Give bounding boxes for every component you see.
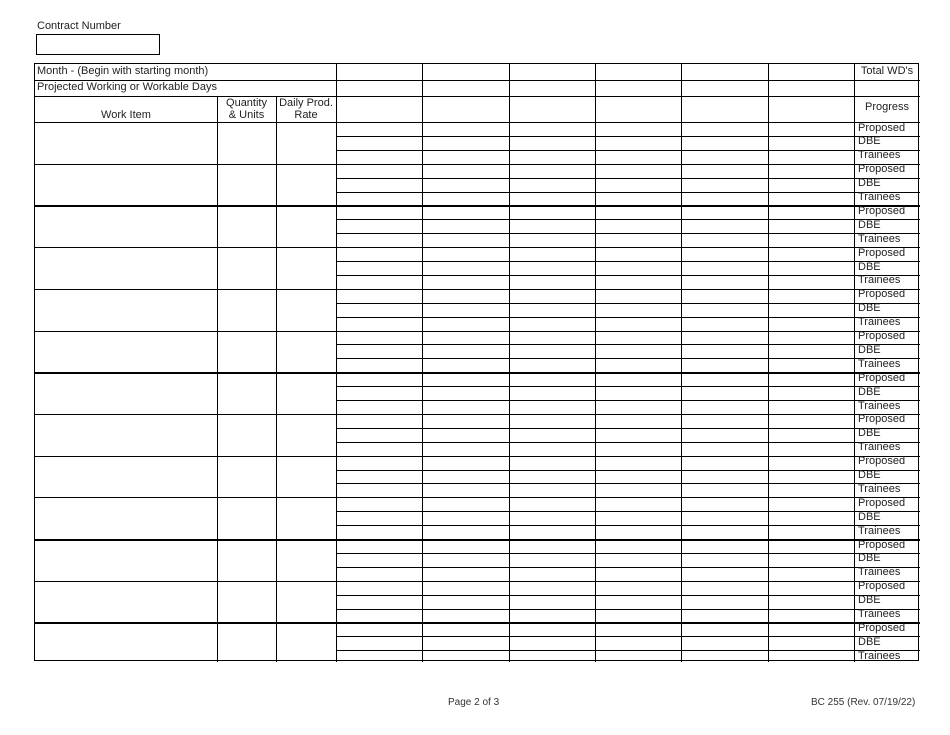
sub-label-dbe: DBE bbox=[858, 302, 881, 315]
daily-rate-header: Daily Prod. bbox=[279, 97, 333, 109]
work-item-cell[interactable] bbox=[36, 165, 216, 205]
sub-label-dbe: DBE bbox=[858, 594, 881, 607]
sub-label-trainees: Trainees bbox=[858, 441, 901, 454]
grid-line bbox=[336, 192, 920, 193]
progress-header: Progress bbox=[864, 101, 910, 113]
grid-line bbox=[336, 609, 920, 610]
sub-label-dbe: DBE bbox=[858, 343, 881, 356]
work-item-cell[interactable] bbox=[36, 582, 216, 622]
grid-line bbox=[336, 358, 920, 359]
grid-line bbox=[336, 275, 920, 276]
daily-rate-cell[interactable] bbox=[277, 415, 335, 455]
quantity-cell[interactable] bbox=[218, 457, 275, 497]
sub-label-dbe: DBE bbox=[858, 552, 881, 565]
grid-line bbox=[336, 553, 920, 554]
work-item-cell[interactable] bbox=[36, 123, 216, 163]
daily-rate-cell[interactable] bbox=[277, 623, 335, 663]
quantity-header-units: & Units bbox=[228, 109, 265, 121]
grid-line bbox=[336, 483, 920, 484]
grid-line bbox=[336, 511, 920, 512]
grid-line bbox=[509, 64, 510, 662]
grid-line bbox=[336, 400, 920, 401]
work-item-cell[interactable] bbox=[36, 373, 216, 413]
grid-line bbox=[336, 150, 920, 151]
work-item-header: Work Item bbox=[101, 109, 151, 121]
sub-label-proposed: Proposed bbox=[858, 496, 906, 509]
grid-line bbox=[854, 64, 855, 662]
work-item-cell[interactable] bbox=[36, 540, 216, 580]
contract-number-field[interactable] bbox=[36, 34, 160, 55]
work-item-cell[interactable] bbox=[36, 623, 216, 663]
grid-line bbox=[336, 344, 920, 345]
sub-label-proposed: Proposed bbox=[858, 621, 906, 634]
grid-line bbox=[336, 650, 920, 651]
grid-line bbox=[336, 636, 920, 637]
sub-label-trainees: Trainees bbox=[858, 232, 901, 245]
daily-rate-cell[interactable] bbox=[277, 457, 335, 497]
sub-label-proposed: Proposed bbox=[858, 538, 906, 551]
form-id: BC 255 (Rev. 07/19/22) bbox=[811, 697, 916, 708]
sub-label-trainees: Trainees bbox=[858, 399, 901, 412]
quantity-cell[interactable] bbox=[218, 623, 275, 663]
grid-line bbox=[336, 525, 920, 526]
grid-line bbox=[422, 64, 423, 662]
daily-rate-cell[interactable] bbox=[277, 540, 335, 580]
quantity-cell[interactable] bbox=[218, 248, 275, 288]
days-row-label: Projected Working or Workable Days bbox=[37, 81, 217, 93]
sub-label-proposed: Proposed bbox=[858, 163, 906, 176]
sub-label-proposed: Proposed bbox=[858, 204, 906, 217]
quantity-cell[interactable] bbox=[218, 373, 275, 413]
quantity-cell[interactable] bbox=[218, 123, 275, 163]
work-item-cell[interactable] bbox=[36, 290, 216, 330]
quantity-cell[interactable] bbox=[218, 206, 275, 246]
grid-line bbox=[336, 261, 920, 262]
grid-line bbox=[595, 64, 596, 662]
quantity-cell[interactable] bbox=[218, 540, 275, 580]
daily-rate-cell[interactable] bbox=[277, 582, 335, 622]
quantity-cell[interactable] bbox=[218, 332, 275, 372]
grid-line bbox=[336, 567, 920, 568]
work-item-cell[interactable] bbox=[36, 415, 216, 455]
grid-line bbox=[336, 317, 920, 318]
grid-line bbox=[336, 470, 920, 471]
daily-rate-header-rate: Rate bbox=[294, 109, 318, 121]
sub-label-proposed: Proposed bbox=[858, 246, 906, 259]
work-schedule-table bbox=[34, 63, 919, 661]
work-item-cell[interactable] bbox=[36, 332, 216, 372]
daily-rate-cell[interactable] bbox=[277, 206, 335, 246]
sub-label-trainees: Trainees bbox=[858, 316, 901, 329]
sub-label-trainees: Trainees bbox=[858, 149, 901, 162]
sub-label-proposed: Proposed bbox=[858, 121, 906, 134]
work-item-cell[interactable] bbox=[36, 206, 216, 246]
sub-label-proposed: Proposed bbox=[858, 413, 906, 426]
quantity-cell[interactable] bbox=[218, 415, 275, 455]
sub-label-trainees: Trainees bbox=[858, 191, 901, 203]
sub-label-proposed: Proposed bbox=[858, 371, 906, 384]
sub-label-trainees: Trainees bbox=[858, 524, 901, 537]
month-row-label: Month - (Begin with starting month) bbox=[37, 65, 209, 77]
work-item-cell[interactable] bbox=[36, 248, 216, 288]
daily-rate-cell[interactable] bbox=[277, 248, 335, 288]
sub-label-dbe: DBE bbox=[858, 177, 881, 190]
grid-line bbox=[336, 595, 920, 596]
daily-rate-cell[interactable] bbox=[277, 123, 335, 163]
daily-rate-cell[interactable] bbox=[277, 373, 335, 413]
sub-label-dbe: DBE bbox=[858, 469, 881, 481]
grid-line bbox=[336, 136, 920, 137]
sub-label-trainees: Trainees bbox=[858, 566, 901, 579]
page-number: Page 2 of 3 bbox=[448, 697, 500, 708]
work-item-cell[interactable] bbox=[36, 457, 216, 497]
grid-line bbox=[336, 233, 920, 234]
quantity-cell[interactable] bbox=[218, 165, 275, 205]
daily-rate-cell[interactable] bbox=[277, 290, 335, 330]
sub-label-trainees: Trainees bbox=[858, 482, 901, 495]
quantity-cell[interactable] bbox=[218, 290, 275, 330]
sub-label-proposed: Proposed bbox=[858, 330, 906, 342]
sub-label-dbe: DBE bbox=[858, 635, 881, 648]
sub-label-proposed: Proposed bbox=[858, 580, 906, 593]
sub-label-trainees: Trainees bbox=[858, 357, 901, 370]
sub-label-dbe: DBE bbox=[858, 510, 881, 523]
sub-label-trainees: Trainees bbox=[858, 274, 901, 287]
total-wd-header: Total WD's bbox=[860, 65, 914, 77]
daily-rate-cell[interactable] bbox=[277, 332, 335, 372]
sub-label-dbe: DBE bbox=[858, 427, 881, 440]
quantity-cell[interactable] bbox=[218, 498, 275, 538]
work-item-cell[interactable] bbox=[36, 498, 216, 538]
grid-line bbox=[681, 64, 682, 662]
grid-line bbox=[35, 96, 920, 97]
grid-line bbox=[336, 303, 920, 304]
sub-label-dbe: DBE bbox=[858, 218, 881, 231]
sub-label-trainees: Trainees bbox=[858, 649, 901, 662]
sub-label-dbe: DBE bbox=[858, 135, 881, 148]
grid-line bbox=[336, 178, 920, 179]
grid-line bbox=[336, 219, 920, 220]
sub-label-dbe: DBE bbox=[858, 385, 881, 398]
daily-rate-cell[interactable] bbox=[277, 498, 335, 538]
contract-number-label: Contract Number bbox=[37, 20, 121, 32]
grid-line bbox=[336, 64, 337, 662]
daily-rate-cell[interactable] bbox=[277, 165, 335, 205]
quantity-header: Quantity bbox=[226, 97, 267, 109]
quantity-cell[interactable] bbox=[218, 582, 275, 622]
grid-line bbox=[336, 442, 920, 443]
grid-line bbox=[768, 64, 769, 662]
sub-label-dbe: DBE bbox=[858, 260, 881, 273]
grid-line bbox=[336, 428, 920, 429]
sub-label-proposed: Proposed bbox=[858, 288, 906, 301]
grid-line bbox=[336, 386, 920, 387]
sub-label-proposed: Proposed bbox=[858, 455, 906, 468]
sub-label-trainees: Trainees bbox=[858, 608, 901, 620]
